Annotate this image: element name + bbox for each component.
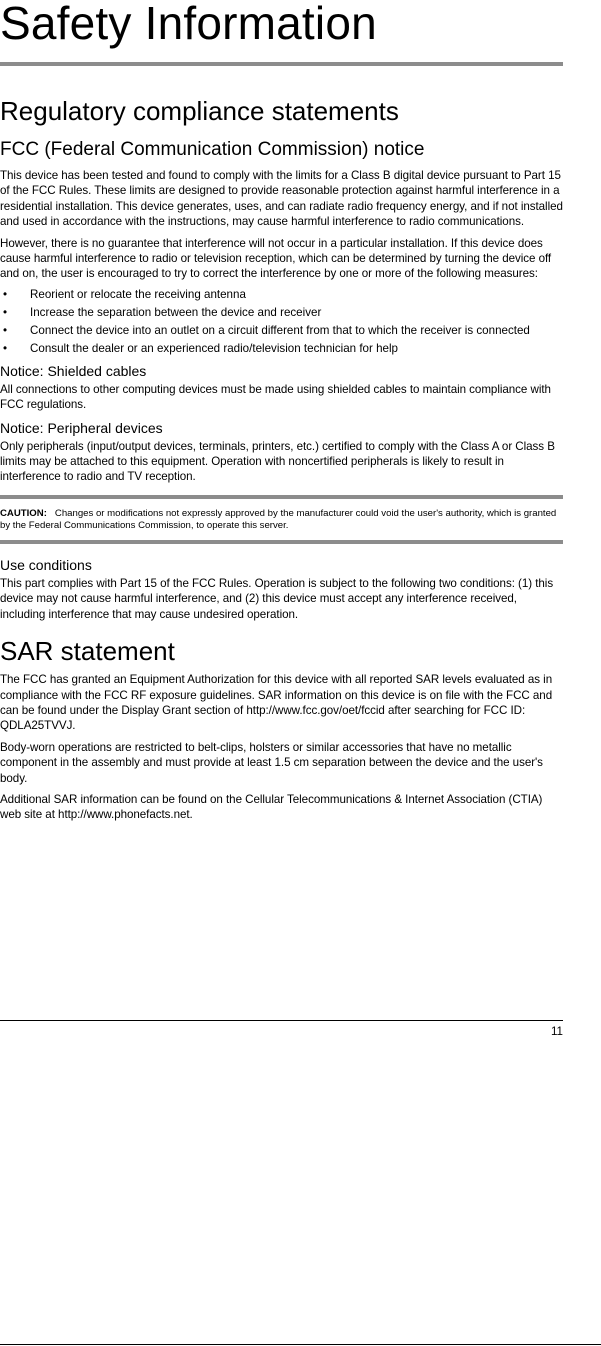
page-number: 11 [550,1025,563,1038]
bullet-icon: • [3,341,8,355]
bullet-icon: • [3,323,8,337]
caution-text: Changes or modifications not expressly approved by the manufacturer could void the user's authority, which is granted by the Federal Communications Commission, to operate this server. [0,507,557,531]
shielded-cables-heading: Notice: Shielded cables [0,362,147,379]
fcc-paragraph-2: However, there is no guarantee that interference will not occur in a particular installation. If this device does cause harmful interference to radio or television reception, which can be determined by turning the device off and on, the user is encouraged to try to correct the interference by one or more of the following measures: [0,236,552,281]
footer-divider [0,1020,563,1021]
list-item: • Increase the separation between the device and receiver [3,305,322,319]
shielded-cables-text: All connections to other computing devices must be made using shielded cables to maintain compliance with FCC regulations. [0,382,551,412]
list-item: • Connect the device into an outlet on a circuit different from that to which the receiver is connected [3,323,530,337]
caution-label: CAUTION: [0,507,47,519]
regulatory-heading: Regulatory compliance statements [0,96,399,126]
bullet-icon: • [3,305,8,319]
peripheral-devices-heading: Notice: Peripheral devices [0,419,163,436]
sar-paragraph-3: Additional SAR information can be found on the Cellular Telecommunications & Internet Association (CTIA) web site at http://www.phonefacts.net. [0,792,543,822]
caution-box [0,495,563,544]
fcc-heading: FCC (Federal Communication Commission) notice [0,139,425,160]
bullet-icon: • [3,287,8,301]
document-body [0,94,563,829]
peripheral-devices-text: Only peripherals (input/output devices, terminals, printers, etc.) certified to comply with the Class A or Class B limits may be attached to this equipment. Operation with noncertified peripherals is likely to result in interference to radio and TV reception. [0,439,555,484]
page-bottom-edge [0,1344,601,1345]
use-conditions-heading: Use conditions [0,556,92,573]
sar-paragraph-1: The FCC has granted an Equipment Authorization for this device with all reported SAR levels evaluated as in compliance with the FCC RF exposure guidelines. SAR information on this device is on file with the FCC and can be found under the Display Grant section of http://www.fcc.gov/oet/fccid after searching for FCC ID: QDLA25TVVJ. [0,673,553,733]
title-divider [0,62,563,66]
list-item: • Consult the dealer or an experienced radio/television technician for help [3,341,399,355]
sar-heading: SAR statement [0,636,175,667]
use-conditions-text: This part complies with Part 15 of the FCC Rules. Operation is subject to the following two conditions: (1) this device may not cause harmful interference, and (2) this device must accept any interference received, including interference that may cause undesired operation. [0,576,554,621]
sar-paragraph-2: Body-worn operations are restricted to belt-clips, holsters or similar accessories that have no metallic component in the assembly and must provide at least 1.5 cm separation between the device and the user's body. [0,740,543,785]
list-item: • Reorient or relocate the receiving antenna [3,287,246,301]
fcc-measures-list [0,288,563,356]
page-title: Safety Information [0,0,377,49]
fcc-paragraph-1: This device has been tested and found to comply with the limits for a Class B digital device pursuant to Part 15 of the FCC Rules. These limits are designed to provide reasonable protection against harmful interference in a residential installation. This device generates, uses, and can radiate radio frequency energy, and if not installed and used in accordance with the instructions, may cause harmful interference to radio communications. [0,169,563,229]
